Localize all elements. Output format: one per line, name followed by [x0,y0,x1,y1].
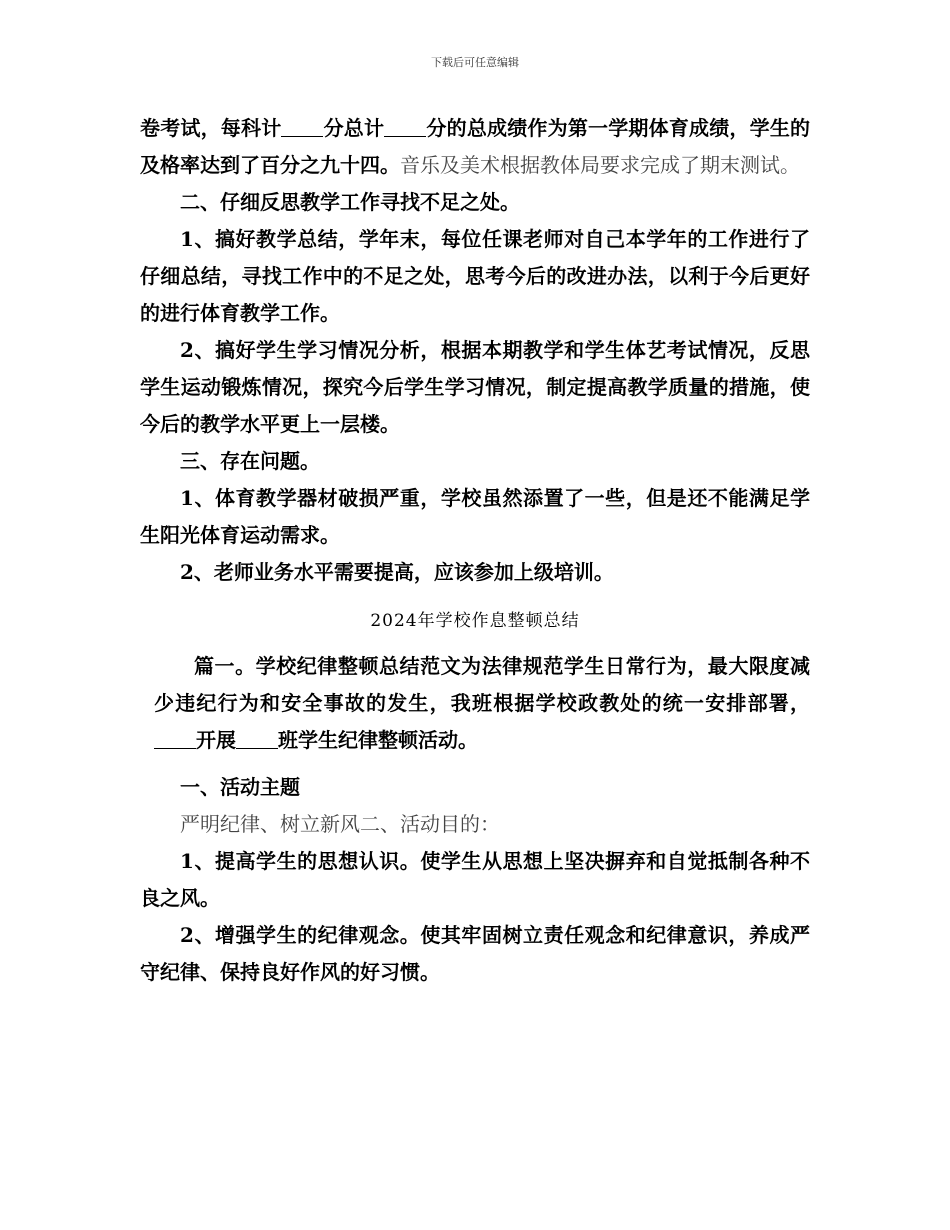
paragraph-goal-2: 2、增强学生的纪律观念。使其牢固树立责任观念和纪律意识，养成严守纪律、保持良好作风的好习惯。 [140,923,810,984]
text-segment: 分总计 [323,116,385,140]
blank-line [236,728,278,749]
heading-reflection: 二、仔细反思教学工作寻找不足之处。 [180,190,520,214]
text-segment: 开展 [196,728,236,752]
blank-line [154,728,196,749]
blank-line [281,116,323,137]
blank-line [384,116,426,137]
paragraph-equipment: 1、体育教学器材破损严重，学校虽然添置了一些，但是还不能满足学生阳光体育运动需求。 [140,486,810,547]
text-segment: 分的总成绩作为第一学期体育成绩，学生的及格率达到了百分之九十四。 [140,116,811,177]
document-body [140,110,810,991]
paragraph-analysis: 2、搞好学生学习情况分析，根据本期教学和学生体艺考试情况，反思学生运动锻炼情况，探究今后学生学习情况，制定提高教学质量的措施，使今后的教学水平更上一层楼。 [140,338,810,436]
text-segment: 篇一。学校纪律整顿总结范文为法律规范学生日常行为，最大限度减少违纪行为和安全事故的发生，我班根据学校政教处的统一安排部署， [154,654,810,715]
spacer [140,759,810,769]
paragraph-summary: 1、搞好教学总结，学年末，每位任课老师对自己本学年的工作进行了仔细总结，寻找工作中的不足之处，思考今后的改进办法，以利于今后更好的进行体育教学工作。 [140,227,810,325]
paragraph-theme-line: 严明纪律、树立新风二、活动目的： [180,812,500,836]
text-segment-light: 音乐及美术根据教体局要求完成了期末测试。 [400,153,800,177]
paragraph-intro [140,648,810,759]
text-segment: 卷考试，每科计 [140,116,282,140]
page-header: 下载后可任意编辑 [431,56,519,69]
heading-problems: 三、存在问题。 [180,449,320,473]
section-title: 2024年学校作息整顿总结 [370,611,580,631]
heading-theme: 一、活动主题 [180,775,300,799]
paragraph-goal-1: 1、提高学生的思想认识。使学生从思想上坚决摒弃和自觉抵制各种不良之风。 [140,849,810,910]
text-segment: 班学生纪律整顿活动。 [278,728,478,752]
paragraph-exam-results [140,110,810,184]
paragraph-training: 2、老师业务水平需要提高，应该参加上级培训。 [180,560,614,584]
